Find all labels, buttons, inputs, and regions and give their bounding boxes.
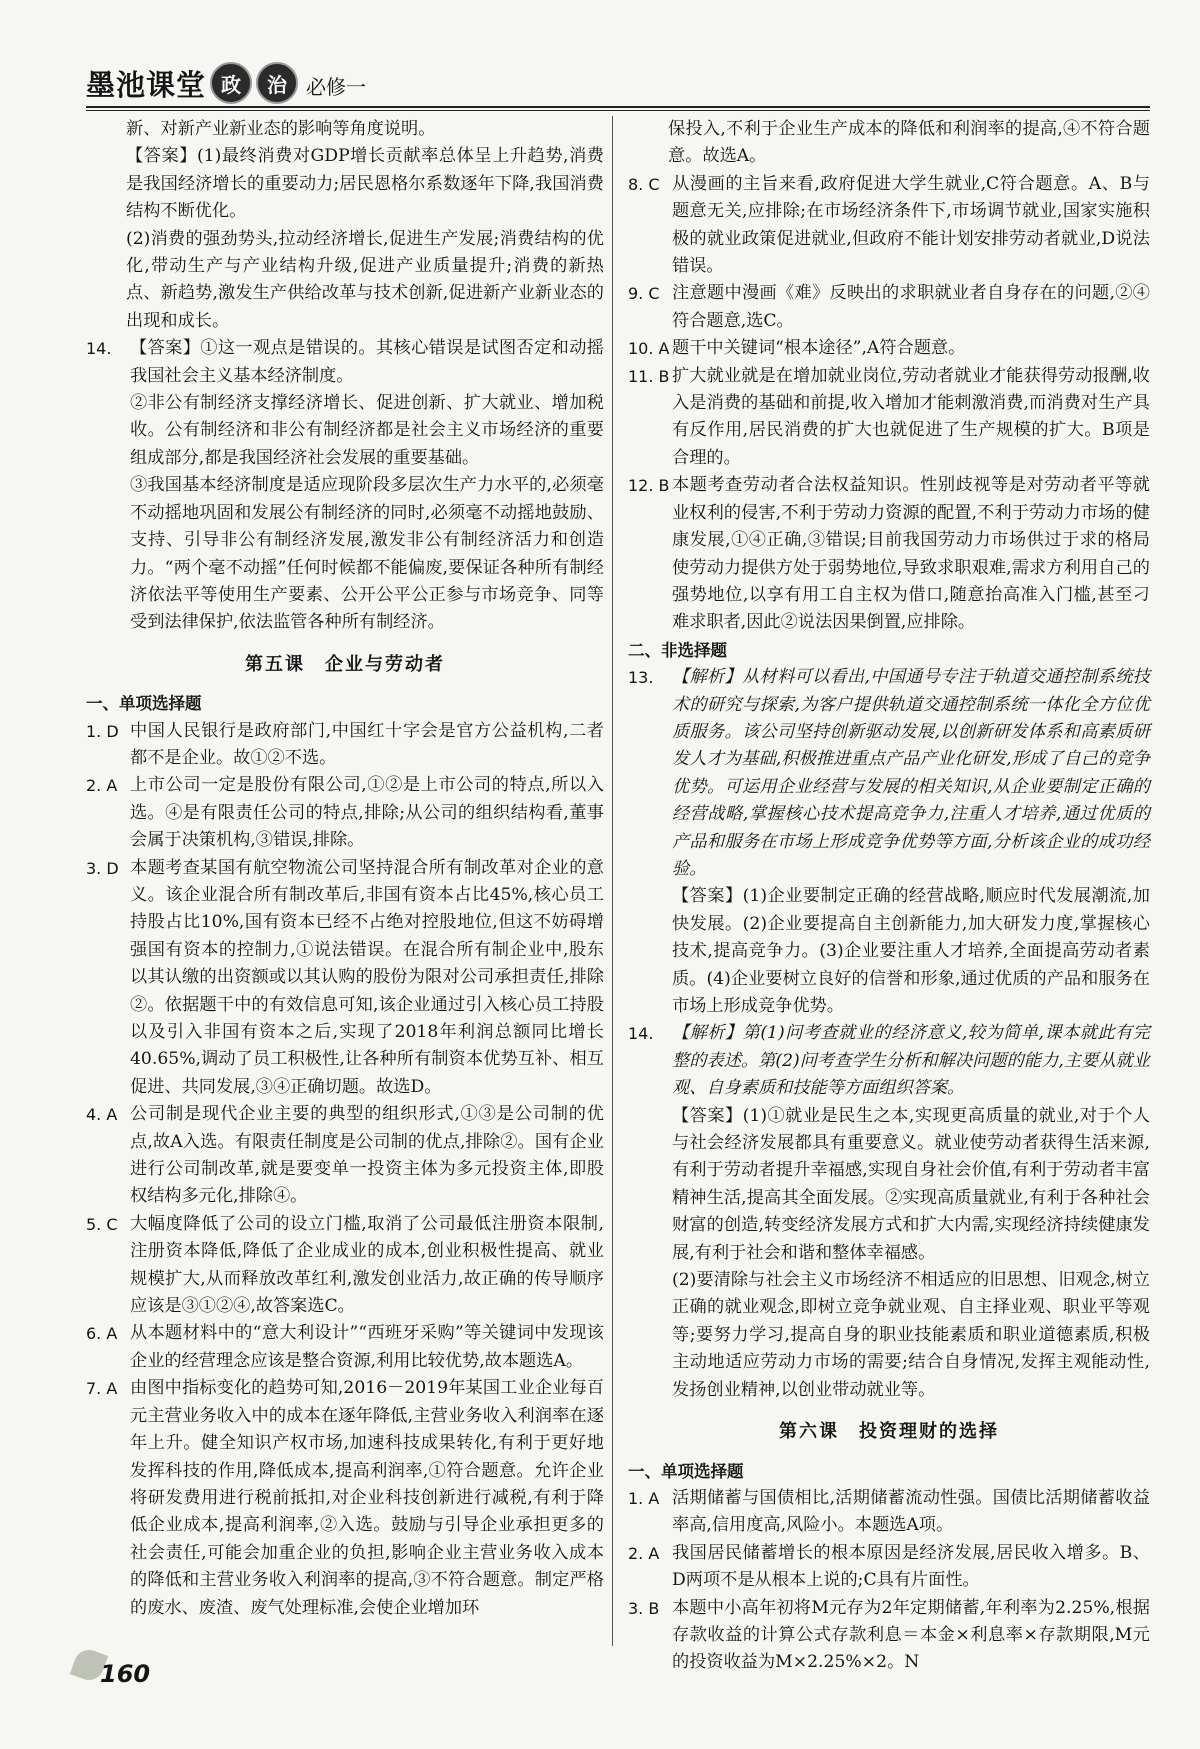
answer-item-text: 我国居民储蓄增长的根本原因是经济发展,居民收入增多。B、D两项不是从根本上说的;C具有片面性。 (672, 1542, 1150, 1591)
answer-item (86, 772, 604, 854)
answer-item (628, 1540, 1150, 1595)
section-non-choice: 二、非选择题 (628, 640, 727, 660)
answer-item-text: 从本题材料中的“意大利设计”“西班牙采购”等关键词中发现该企业的经营理念应该是整合资源,利用比较优势,故本题选A。 (130, 1323, 604, 1371)
q14-block (86, 335, 604, 636)
answer-item-number: 2. A (628, 1543, 660, 1563)
answer-item-text: 活期储蓄与国债相比,活期储蓄流动性强。国债比活期储蓄收益率高,信用度高,风险小。本题选A项。 (672, 1487, 1150, 1536)
q14-block-right (628, 1020, 1150, 1404)
answer-item-text: 大幅度降低了公司的设立门槛,取消了公司最低注册资本限制,注册资本降低,降低了企业成业的成本,创业积极性提高、就业规模扩大,从而释放改革红利,激发创业活力,故正确的传导顺序应该是③①②④,故答案选C。 (130, 1213, 604, 1317)
answer-item (628, 280, 1150, 335)
answer-item-number: 3. D (86, 858, 119, 878)
answer-item-text: 扩大就业就是在增加就业岗位,劳动者就业才能获得劳动报酬,收入是消费的基础和前提,收入增加才能刺激消费,而消费对生产具有反作用,居民消费的扩大也就促进了生产规模的扩大。B项是合理的。 (672, 365, 1150, 468)
answer-item-text: 本题考查劳动者合法权益知识。性别歧视等是对劳动者平等就业权利的侵害,不利于劳动力资源的配置,不利于劳动力市场的健康发展,①④正确,③错误;目前我国劳动力市场供过于求的格局使劳动力提供方处于弱势地位,导致求职艰难,需求方利用自己的强势地位,以享有用工自主权为借口,随意抬高准入门槛,甚至刁难求职者,因此②说法因果倒置,应排除。 (672, 475, 1150, 633)
intro-line: 新、对新产业新业态的影响等角度说明。 (126, 119, 436, 139)
section-single-choice-2: 一、单项选择题 (628, 1461, 744, 1481)
lesson6-title: 第六课 投资理财的选择 (779, 1421, 999, 1443)
answer-item-text: 本题中小高年初将M元存为2年定期储蓄,年利率为2.25%,根据存款收益的计算公式存款利息＝本金×利息率×存款期限,M元的投资收益为M×2.25%×2。N (672, 1597, 1150, 1673)
answer-item-text: 题干中关键词“根本途径”,A符合题意。 (672, 338, 966, 359)
q14-answer-part2: (2)要清除与社会主义市场经济不相适应的旧思想、旧观念,树立正确的就业观念,即树立竞争就业观、自主择业观、职业平等观等;要努力学习,提高自身的职业技能素质和职业道德素质,积极主动地适应劳动力市场的需要;结合自身情况,发挥主观能动性,发扬创业精神,以创业带动就业等。 (672, 1270, 1150, 1400)
answer-item-text: 本题考查某国有航空物流公司坚持混合所有制改革对企业的意义。该企业混合所有制改革后,非国有资本占比45%,核心员工持股占比10%,国有资本已经不占绝对控股地位,但这不妨碍增强国有资本的控制力,①说法错误。在混合所有制企业中,股东以其认缴的出资额或以其认购的股份为限对公司承担责任,排除②。依据题干中的有效信息可知,该企业通过引入核心员工持股以及引入非国有资本之后,实现了2018年利润总额同比增长40.65%,调动了员工积极性,让各种所有制资本优势互补、相互促进、共同发展,③④正确切题。故选D。 (130, 857, 604, 1097)
answer-item (628, 1595, 1150, 1677)
q14-answer-p3: ③我国基本经济制度是适应现阶段多层次生产力水平的,必须毫不动摇地巩固和发展公有制经济的同时,必须毫不动摇地鼓励、支持、引导非公有制经济发展,激发非公有制经济活力和创造力。“两个毫不动摇”任何时候都不能偏废,要保证各种所有制经济依法平等使用生产要素、公开公平公正参与市场竞争、同等受到法律保护,依法监管各种所有制经济。 (130, 475, 604, 633)
subject-volume: 必修一 (306, 75, 367, 99)
answer-item (86, 718, 604, 773)
answer-item-text: 注意题中漫画《难》反映出的求职就业者自身存在的问题,②④符合题意,选C。 (672, 283, 1150, 331)
header-rule-thin (86, 110, 1150, 111)
answer-item-number: 10. A (628, 339, 670, 359)
q14-answer-p2: ②非公有制经济支撑经济增长、促进创新、扩大就业、增加税收。公有制经济和非公有制经济都是社会主义市场经济的重要组成部分,都是我国经济社会发展的重要基础。 (130, 393, 604, 468)
answer-item (86, 1320, 604, 1375)
column-divider (612, 116, 613, 1646)
answer-item-number: 5. C (86, 1214, 118, 1234)
answer-item-number: 3. B (628, 1598, 660, 1618)
q14-answer-part1: 【答案】(1)①就业是民生之本,实现更高质量的就业,对于个人与社会经济发展都具有重要意义。就业使劳动者获得生活来源,有利于劳动者提升幸福感,实现自身社会价值,有利于劳动者丰富精神生活,提高其全面发展。②实现高质量就业,有利于各种社会财富的创造,转变经济发展方式和扩大内需,实现经济持续健康发展,有利于社会和谐和整体幸福感。 (672, 1105, 1150, 1263)
answer-item (86, 1101, 604, 1211)
page-header (86, 56, 1150, 104)
q13-answer: 【答案】(1)企业要制定正确的经营战略,顺应时代发展潮流,加快发展。(2)企业要提高自主创新能力,加大研发力度,掌握核心技术,提高竞争力。(3)企业要注重人才培养,全面提高劳动者素质。(4)企业要树立良好的信誉和形象,通过优质的产品和服务在市场上形成竞争优势。 (672, 886, 1150, 1016)
answer-item-number: 1. A (628, 1488, 660, 1508)
answer-item-number: 9. C (628, 284, 660, 304)
book-brand: 墨池课堂 (86, 68, 207, 102)
q14-answer-p1: 【答案】①这一观点是错误的。其核心错误是试图否定和动摇我国社会主义基本经济制度。 (130, 338, 604, 386)
q7-continuation: 保投入,不利于企业生产成本的降低和利润率的提高,④不符合题意。故选A。 (668, 119, 1150, 167)
answer-item (86, 1375, 604, 1622)
q13-analysis: 【解析】从材料可以看出,中国通号专注于轨道交通控制系统技术的研究与探索,为客户提供轨道交通控制系统一体化全方位优质服务。该公司坚持创新驱动发展,以创新研发体系和高素质研发人才为基础,积极推进重点产品产业化研发,形成了自己的竞争优势。可运用企业经营与发展的相关知识,从企业要制定正确的经营战略,掌握核心技术提高竞争力,注重人才培养,通过优质的产品和服务在市场上形成竞争优势等方面,分析该企业的成功经验。 (672, 667, 1150, 879)
section-single-choice: 一、单项选择题 (86, 694, 202, 714)
answer-item-number: 8. C (628, 174, 660, 194)
answer-item (628, 472, 1150, 636)
q13-block (628, 664, 1150, 1020)
q13-answer-part1: 【答案】(1)最终消费对GDP增长贡献率总体呈上升趋势,消费是我国经济增长的重要动力;居民恩格尔系数逐年下降,我国消费结构不断优化。 (126, 146, 604, 222)
answer-item-text: 由图中指标变化的趋势可知,2016－2019年某国工业企业每百元主营业务收入中的成本在逐年降低,主营业务收入利润率在逐年上升。健全知识产权市场,加速科技成果转化,有利于更好地发挥科技的作用,降低成本,提高利润率,①符合题意。允许企业将研发费用进行税前抵扣,对企业科技创新进行减税,有利于降低企业成本,提高利润率,②入选。鼓励与引导企业承担更多的社会责任,可能会加重企业的负担,影响企业主营业务收入成本的降低和主营业务收入利润率的提高,③不符合题意。制定严格的废水、废渣、废气处理标准,会使企业增加环 (130, 1378, 604, 1618)
q14-number: 14. (86, 339, 112, 359)
answer-item-text: 上市公司一定是股份有限公司,①②是上市公司的特点,所以入选。④是有限责任公司的特点,排除;从公司的组织结构看,董事会属于决策机构,③错误,排除。 (130, 775, 604, 851)
answer-item (86, 855, 604, 1102)
page-number: 160 (100, 1660, 151, 1688)
subject-badge-1: 政 (210, 62, 252, 104)
answer-item-text: 从漫画的主旨来看,政府促进大学生就业,C符合题意。A、B与题意无关,应排除;在市场经济条件下,市场调节就业,国家实施积极的就业政策促进就业,但政府不能计划安排劳动者就业,D说法错误。 (672, 173, 1150, 277)
answer-item-number: 4. A (86, 1105, 118, 1125)
answer-item (628, 335, 1150, 362)
q14-analysis: 【解析】第(1)问考查就业的经济意义,较为简单,课本就此有完整的表述。第(2)问考查学生分析和解决问题的能力,主要从就业观、自身素质和技能等方面组织答案。 (672, 1023, 1150, 1099)
answer-item (628, 171, 1150, 281)
answer-item-number: 2. A (86, 776, 118, 796)
answer-item-text: 中国人民银行是政府部门,中国红十字会是官方公益机构,二者都不是企业。故①②不选。 (130, 720, 604, 768)
answer-item-number: 7. A (86, 1379, 118, 1399)
answer-item-number: 12. B (628, 476, 670, 496)
answer-item-number: 1. D (86, 721, 119, 741)
answer-item (628, 363, 1150, 473)
answer-item-number: 6. A (86, 1324, 118, 1344)
answer-item-text: 公司制是现代企业主要的典型的组织形式,①③是公司制的优点,故A入选。有限责任制度是公司制的优点,排除②。国有企业进行公司制改革,就是要变单一投资主体为多元投资主体,即股权结构多元化,排除④。 (130, 1104, 604, 1207)
q13-answer-part2: (2)消费的强劲势头,拉动经济增长,促进生产发展;消费结构的优化,带动生产与产业结构升级,促进产业质量提升;消费的新热点、新趋势,激发生产供给改革与技术创新,促进新产业新业态的出现和成长。 (126, 228, 604, 331)
answer-item-number: 11. B (628, 366, 670, 386)
q13-number: 13. (628, 668, 654, 688)
answer-item (86, 1211, 604, 1321)
right-column (628, 116, 1150, 1677)
lesson5-title: 第五课 企业与劳动者 (245, 653, 445, 675)
header-rule (86, 106, 1150, 108)
subject-badge-2: 治 (256, 62, 298, 104)
q14-number-right: 14. (628, 1024, 654, 1044)
answer-item (628, 1485, 1150, 1540)
left-column (86, 116, 604, 1622)
